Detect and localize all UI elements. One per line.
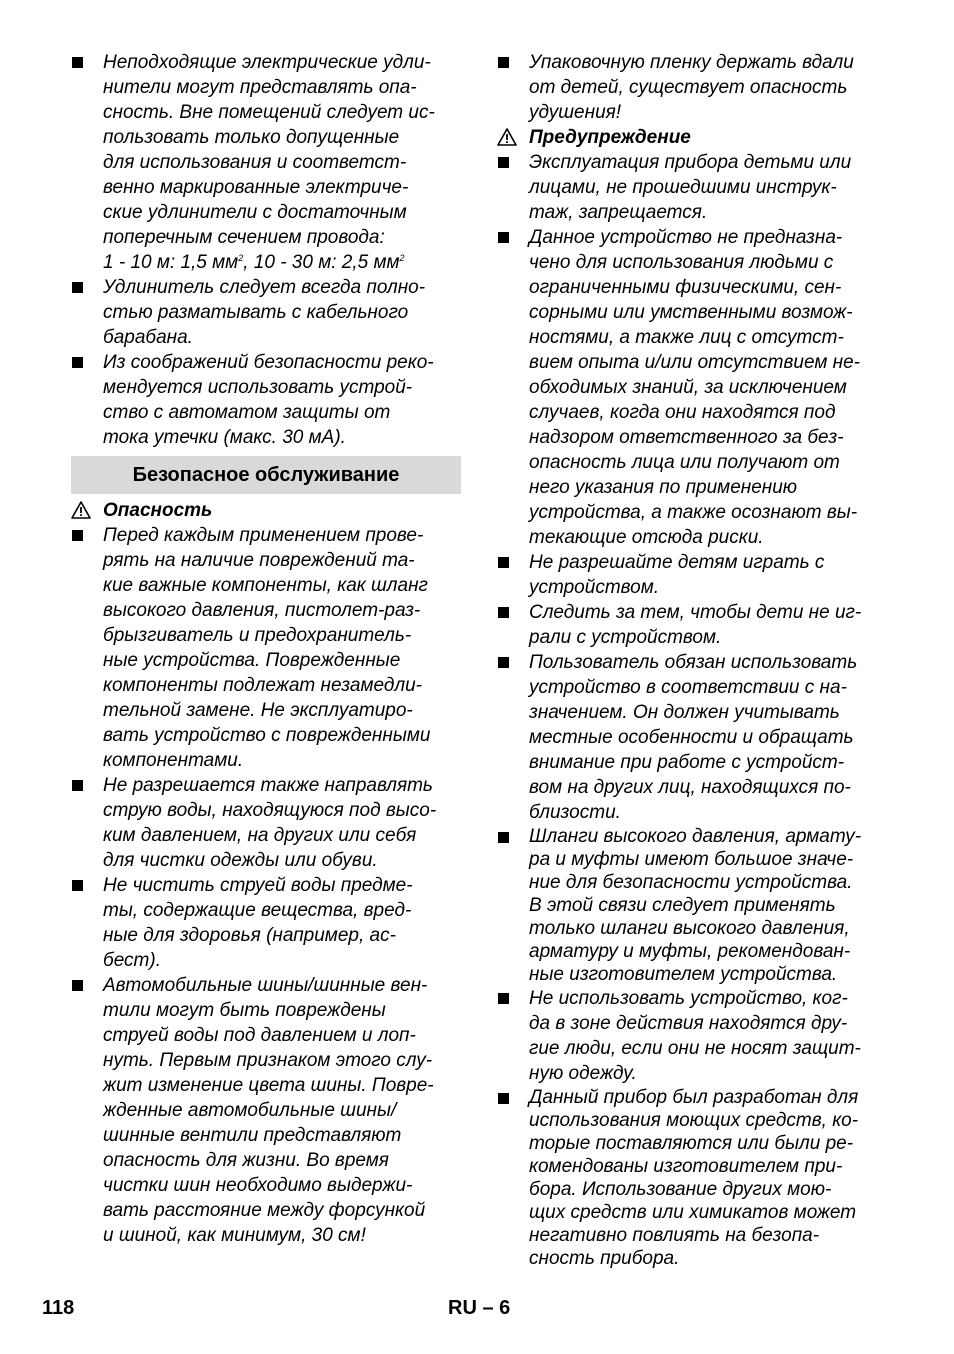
bullet-square-icon — [72, 780, 83, 791]
list-item-text: Не разрешайте детям играть с устройством. — [529, 552, 825, 598]
list-item-text: Удлинитель следует всегда полно- стью разматывать с кабельного барабана. — [103, 277, 426, 348]
section-heading: Безопасное обслуживание — [71, 456, 461, 494]
cable-spec-sup1: 2 — [238, 253, 244, 263]
list-item-text: Не использовать устройство, ког- да в зоне действия находятся дру- гие люди, если они не носят защит- ную одежду. — [529, 988, 861, 1084]
list-item-text: Автомобильные шины/шинные вен- тили могут быть повреждены струей воды под давлением и лоп- нуть. Первым признаком этого слу- жит изменение цвета шины. Повре- жденные автомобильные шины/ шинные вентили представляют опасность для жизни. Во время чистки шин необходимо выдержи- вать расстояние между форсункой и шиной, как минимум, 30 см! — [103, 975, 434, 1246]
bullet-square-icon — [498, 232, 509, 243]
list-item — [497, 600, 889, 650]
list-item — [71, 873, 461, 973]
list-item — [71, 773, 461, 873]
list-item — [71, 973, 461, 1248]
bullet-square-icon — [72, 57, 83, 68]
bullet-square-icon — [498, 157, 509, 168]
list-item — [497, 650, 889, 825]
list-item — [71, 523, 461, 773]
warning-heading — [497, 125, 889, 150]
list-item-text: Данное устройство не предназна- чено для использования людьми с ограниченными физическими, сен- сорными или умственными возмож- ностями, а также лиц с отсутст- вием опыта и/или отсутствием не- обходимых знаний, за исключением случаев, когда они находятся под надзором ответственного за без- опасность лица или получают от него указания по применению устройства, а также осознают вы- текающие отсюда риски. — [529, 227, 860, 548]
list-item-text: Данный прибор был разработан для использования моющих средств, ко- торые поставляются или были ре- комендованы изготовителем при- бора. Использование других мою- щих средств или химикатов может негативно повлиять на безопа- сность прибора. — [529, 1087, 859, 1269]
list-item — [497, 550, 889, 600]
bullet-square-icon — [498, 557, 509, 568]
list-item — [497, 825, 889, 986]
list-item-text: Шланги высокого давления, армату- ра и муфты имеют большое значе- ние для безопасности устройства. В этой связи следует применять только шланги высокого давления, арматуру и муфты, рекомендован- ные изготовителем устройства. — [529, 826, 862, 985]
list-item-text: Эксплуатация прибора детьми или лицами, не прошедшими инструк- таж, запрещается. — [529, 152, 852, 223]
cable-cross-section-spec — [103, 250, 461, 275]
list-item — [497, 986, 889, 1086]
bullet-square-icon — [72, 880, 83, 891]
list-item — [71, 50, 461, 275]
right-column — [497, 50, 889, 1270]
list-item-text: Неподходящие электрические удли- нители могут представлять опа- сность. Вне помещений следует ис- пользовать только допущенные для использования и соответст- венно маркированные электриче- ские удлинители с достаточным поперечным сечением провода: — [103, 52, 435, 248]
bullet-square-icon — [498, 993, 509, 1004]
page-number: 118 — [42, 1297, 75, 1319]
cable-spec-part2: , 10 - 30 м: 2,5 мм — [243, 252, 400, 273]
warning-heading-text: Предупреждение — [529, 127, 691, 148]
list-item-text: Упаковочную пленку держать вдали от детей, существует опасность удушения! — [529, 52, 854, 123]
list-item — [497, 225, 889, 550]
danger-heading-text: Опасность — [103, 500, 213, 521]
bullet-square-icon — [72, 282, 83, 293]
list-item — [497, 150, 889, 225]
bullet-square-icon — [498, 57, 509, 68]
list-item — [71, 275, 461, 350]
left-column — [71, 50, 461, 1248]
bullet-square-icon — [498, 657, 509, 668]
bullet-square-icon — [498, 607, 509, 618]
list-item-text: Не чистить струей воды предме- ты, содержащие вещества, вред- ные для здоровья (например, ас- бест). — [103, 875, 413, 971]
bullet-square-icon — [72, 357, 83, 368]
bullet-square-icon — [498, 832, 509, 843]
list-item — [71, 350, 461, 450]
bullet-square-icon — [72, 980, 83, 991]
list-item — [497, 1086, 889, 1270]
danger-heading — [71, 498, 461, 523]
page-label: RU – 6 — [448, 1297, 511, 1319]
list-item-text: Следить за тем, чтобы дети не иг- рали с устройством. — [529, 602, 862, 648]
cable-spec-sup2: 2 — [399, 253, 405, 263]
list-item-text: Перед каждым применением прове- рять на наличие повреждений та- кие важные компоненты, как шланг высокого давления, пистолет-раз- брызгиватель и предохранитель- ные устройства. Поврежденные компоненты подлежат незамедли- тельной замене. Не эксплуатиро- вать устройство с поврежденными компонентами. — [103, 525, 431, 771]
cable-spec-part1: 1 - 10 м: 1,5 мм — [103, 252, 239, 273]
list-item-text: Из соображений безопасности реко- мендуется использовать устрой- ство с автоматом защиты от тока утечки (макс. 30 мА). — [103, 352, 434, 448]
list-item-text: Не разрешается также направлять струю воды, находящуюся под высо- ким давлением, на других или себя для чистки одежды или обуви. — [103, 775, 437, 871]
bullet-square-icon — [72, 530, 83, 541]
list-item — [497, 50, 889, 125]
list-item-text: Пользователь обязан использовать устройство в соответствии с на- значением. Он должен учитывать местные особенности и обращать внимание при работе с устройст- вом на других лиц, находящихся по- близости. — [529, 652, 858, 823]
bullet-square-icon — [498, 1093, 509, 1104]
